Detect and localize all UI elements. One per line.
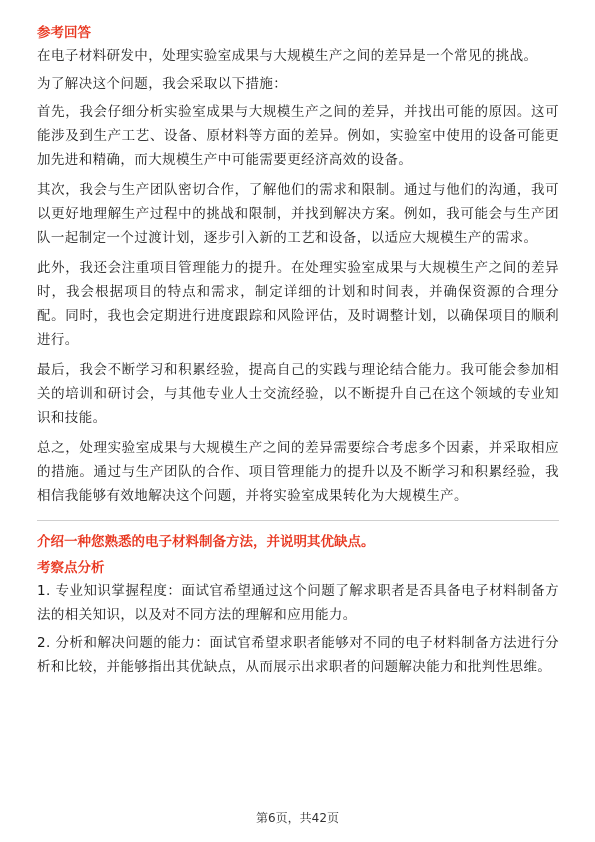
- answer-paragraph: 为了解决这个问题，我会采取以下措施：: [37, 76, 288, 92]
- analysis-item: 1. 专业知识掌握程度：面试官希望通过这个问题了解求职者是否具备电子材料制备方法的相关知识，以及对不同方法的理解和应用能力。: [37, 583, 559, 623]
- answer-paragraph: 最后，我会不断学习和积累经验，提高自己的实践与理论结合能力。我可能会参加相关的培训和研讨会，与其他专业人士交流经验，以不断提升自己在这个领域的专业知识和技能。: [37, 362, 559, 426]
- reference-answer-heading: 参考回答: [37, 25, 91, 41]
- analysis-heading: 考察点分析: [37, 560, 105, 576]
- answer-paragraph: 在电子材料研发中，处理实验室成果与大规模生产之间的差异是一个常见的挑战。: [37, 48, 538, 64]
- section-divider: [37, 520, 559, 521]
- answer-paragraph: 首先，我会仔细分析实验室成果与大规模生产之间的差异，并找出可能的原因。这可能涉及到生产工艺、设备、原材料等方面的差异。例如，实验室中使用的设备可能更加先进和精确，而大规模生产中可能需要更经济高效的设备。: [37, 104, 559, 168]
- answer-paragraph: 总之，处理实验室成果与大规模生产之间的差异需要综合考虑多个因素，并采取相应的措施。通过与生产团队的合作、项目管理能力的提升以及不断学习和积累经验，我相信我能够有效地解决这个问题，并将实验室成果转化为大规模生产。: [37, 440, 559, 504]
- page-number: 第6页，共42页: [256, 811, 339, 825]
- analysis-item: 2. 分析和解决问题的能力：面试官希望求职者能够对不同的电子材料制备方法进行分析和比较，并能够指出其优缺点，从而展示出求职者的问题解决能力和批判性思维。: [37, 635, 559, 675]
- answer-paragraph: 其次，我会与生产团队密切合作，了解他们的需求和限制。通过与他们的沟通，我可以更好地理解生产过程中的挑战和限制，并找到解决方案。例如，我可能会与生产团队一起制定一个过渡计划，逐步引入新的工艺和设备，以适应大规模生产的需求。: [37, 182, 559, 246]
- page-content: [37, 22, 559, 683]
- answer-paragraph: 此外，我还会注重项目管理能力的提升。在处理实验室成果与大规模生产之间的差异时，我会根据项目的特点和需求，制定详细的计划和时间表，并确保资源的合理分配。同时，我也会定期进行进度跟踪和风险评估，及时调整计划，以确保项目的顺利进行。: [37, 260, 559, 348]
- question-title: 介绍一种您熟悉的电子材料制备方法，并说明其优缺点。: [37, 534, 375, 550]
